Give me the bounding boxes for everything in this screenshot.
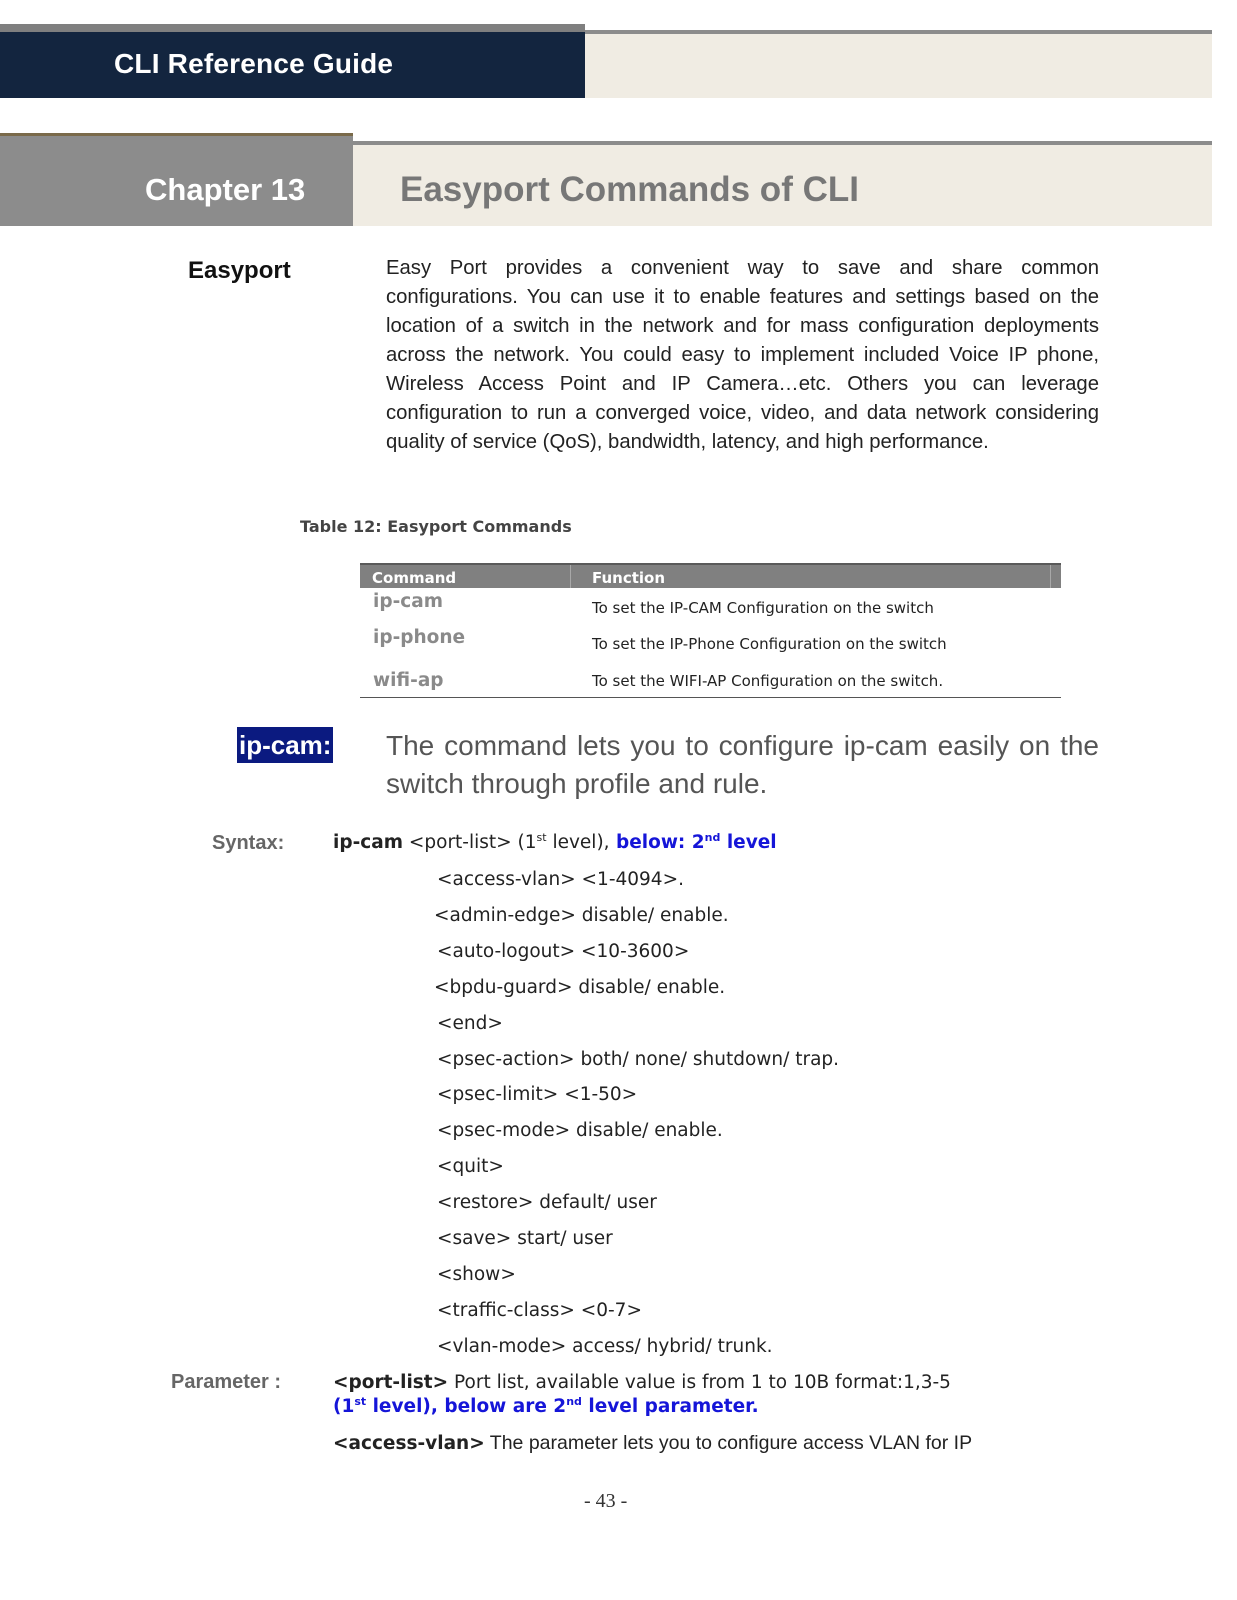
table-bottom-rule	[360, 697, 1061, 698]
table-row	[360, 624, 1061, 661]
syntax-subcommand: <end>	[437, 1013, 503, 1034]
syntax-subcommand: <quit>	[437, 1156, 504, 1177]
header-accent-bar	[585, 30, 1212, 98]
column-header-command: Command	[372, 569, 457, 587]
command-name: ip-phone	[373, 627, 466, 648]
table-row	[360, 661, 1061, 698]
syntax-subcommand: <traffic-class> <0-7>	[437, 1300, 642, 1321]
chapter-title: Easyport Commands of CLI	[400, 170, 859, 209]
commands-table	[360, 563, 1061, 698]
syntax-subcommand: <restore> default/ user	[437, 1192, 657, 1213]
parameter-port-list: <port-list> Port list, available value is from 1 to 10B format:1,3-5	[333, 1372, 951, 1393]
syntax-subcommand: <psec-limit> <1-50>	[437, 1084, 638, 1105]
table-header-row	[360, 563, 1061, 588]
syntax-subcommand: <admin-edge> disable/ enable.	[434, 905, 729, 926]
table-caption: Table 12: Easyport Commands	[300, 517, 572, 536]
syntax-level-note: below: 2nd level	[609, 830, 777, 853]
syntax-subcommand: <psec-mode> disable/ enable.	[437, 1120, 723, 1141]
syntax-label: Syntax:	[212, 832, 285, 854]
parameter-level-note: (1st level), below are 2nd level parameter.	[333, 1394, 759, 1417]
page-number: - 43 -	[584, 1490, 628, 1512]
syntax-subcommand: <vlan-mode> access/ hybrid/ trunk.	[437, 1336, 773, 1357]
intro-paragraph: Easy Port provides a convenient way to save and share common configurations. You can use it to enable features and settings based on the location of a switch in the network and for mass configuration deployments across the network. You could easy to implement included Voice IP phone, Wireless Access Point and IP Camera…etc. Others you can leverage configuration to run a converged voice, video, and data network considering quality of service (QoS), bandwidth, latency, and high performance.	[386, 257, 1099, 453]
column-divider	[1050, 565, 1051, 588]
command-description: The command lets you to configure ip-cam easily on the switch through profile and rule.	[386, 730, 1099, 799]
syntax-subcommand: <psec-action> both/ none/ shutdown/ trap.	[437, 1049, 840, 1070]
command-function: To set the IP-CAM Configuration on the switch	[592, 599, 934, 617]
parameter-access-vlan: <access-vlan> The parameter lets you to configure access VLAN for IP	[333, 1432, 973, 1454]
parameter-name: <port-list>	[333, 1372, 449, 1393]
column-divider	[570, 565, 571, 588]
command-name: ip-cam	[373, 591, 443, 612]
chapter-number: Chapter 13	[145, 172, 306, 207]
syntax-subcommand: <access-vlan> <1-4094>.	[437, 869, 684, 890]
command-function: To set the IP-Phone Configuration on the switch	[592, 635, 947, 653]
command-name: wifi-ap	[373, 670, 444, 691]
syntax-subcommand: <save> start/ user	[437, 1228, 613, 1249]
parameter-label: Parameter :	[171, 1371, 282, 1393]
document-title: CLI Reference Guide	[114, 48, 394, 79]
parameter-name: <access-vlan>	[333, 1433, 485, 1454]
section-label: Easyport	[188, 257, 291, 284]
syntax-subcommand: <bpdu-guard> disable/ enable.	[434, 977, 726, 998]
syntax-subcommand: <show>	[437, 1264, 516, 1285]
syntax-subcommand: <auto-logout> <10-3600>	[437, 941, 690, 962]
command-heading-ip-cam: ip-cam:	[237, 727, 333, 763]
command-function: To set the WIFI-AP Configuration on the switch.	[592, 672, 944, 690]
syntax-command: ip-cam	[333, 832, 403, 853]
syntax-line: ip-cam <port-list> (1st level), below: 2nd level	[333, 830, 777, 853]
table-row	[360, 588, 1061, 624]
column-header-function: Function	[592, 569, 666, 587]
